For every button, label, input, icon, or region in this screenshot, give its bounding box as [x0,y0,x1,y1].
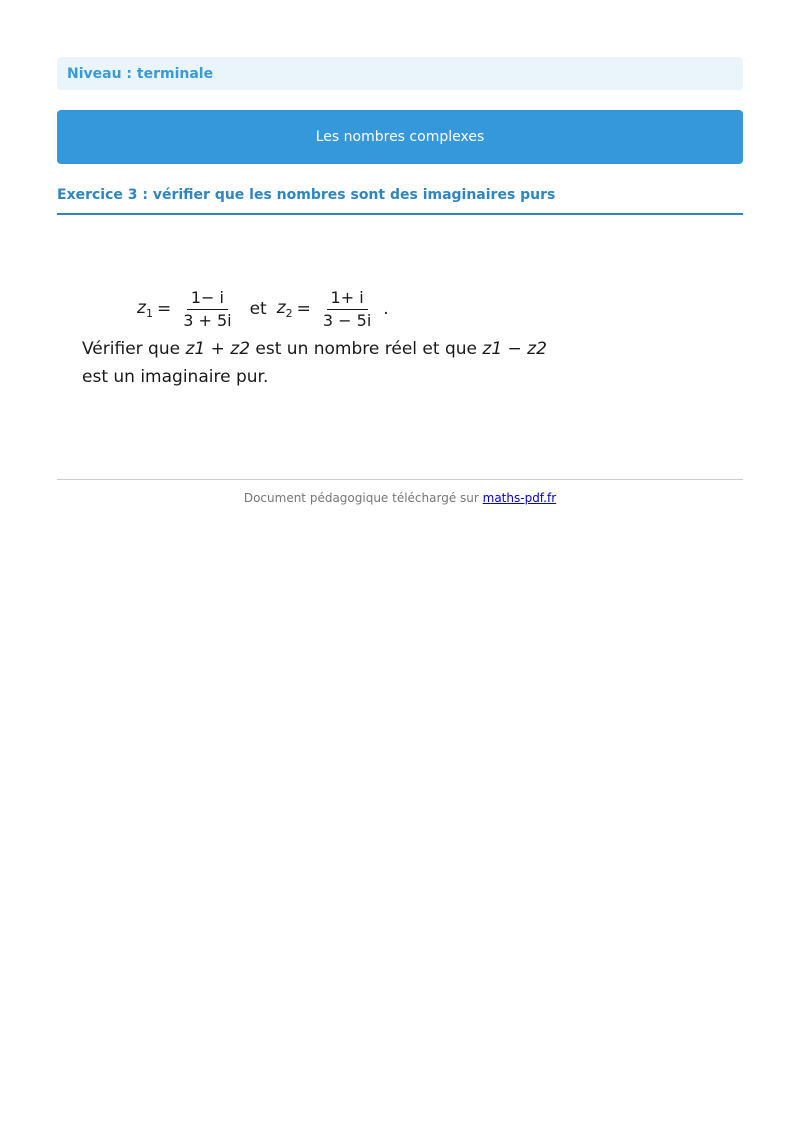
footer [57,491,743,505]
footer-text: Document pédagogique téléchargé sur [243,491,483,505]
z2-symbol: $z_2$ [276,298,293,320]
z2-numerator: 1+ i [327,288,368,310]
period: . [383,299,389,319]
question-line-2: est un imaginaire pur. [82,367,269,387]
exercise-statement [82,284,552,394]
z1-denominator: 3 + 5i [183,310,232,330]
z2-fraction [319,288,375,331]
question-middle: est un nombre réel et que [250,339,483,359]
z2-denominator: 3 − 5i [322,310,372,330]
question-line-1 [82,339,547,359]
exercise-heading: Exercice 3 : vérifier que les nombres sont des imaginaires purs [57,185,743,215]
level-label [57,57,743,90]
footer-link[interactable]: maths-pdf.fr [482,491,557,505]
level-text: Niveau : terminale [67,65,214,82]
equals-sign: = [296,299,311,319]
definition-formula [137,284,389,334]
sum-expression: z1 + z2 [185,339,251,359]
z1-symbol: $z_1$ [137,298,153,320]
chapter-banner [57,110,743,164]
difference-expression: z1 − z2 [482,339,547,359]
equals-sign: = [156,299,172,319]
chapter-title: Les nombres complexes [315,129,485,145]
z1-fraction [179,288,235,331]
footer-divider [57,479,743,480]
question-intro: Vérifier que [82,339,186,359]
z1-numerator: 1− i [187,288,228,310]
connector-word: et [249,299,267,319]
